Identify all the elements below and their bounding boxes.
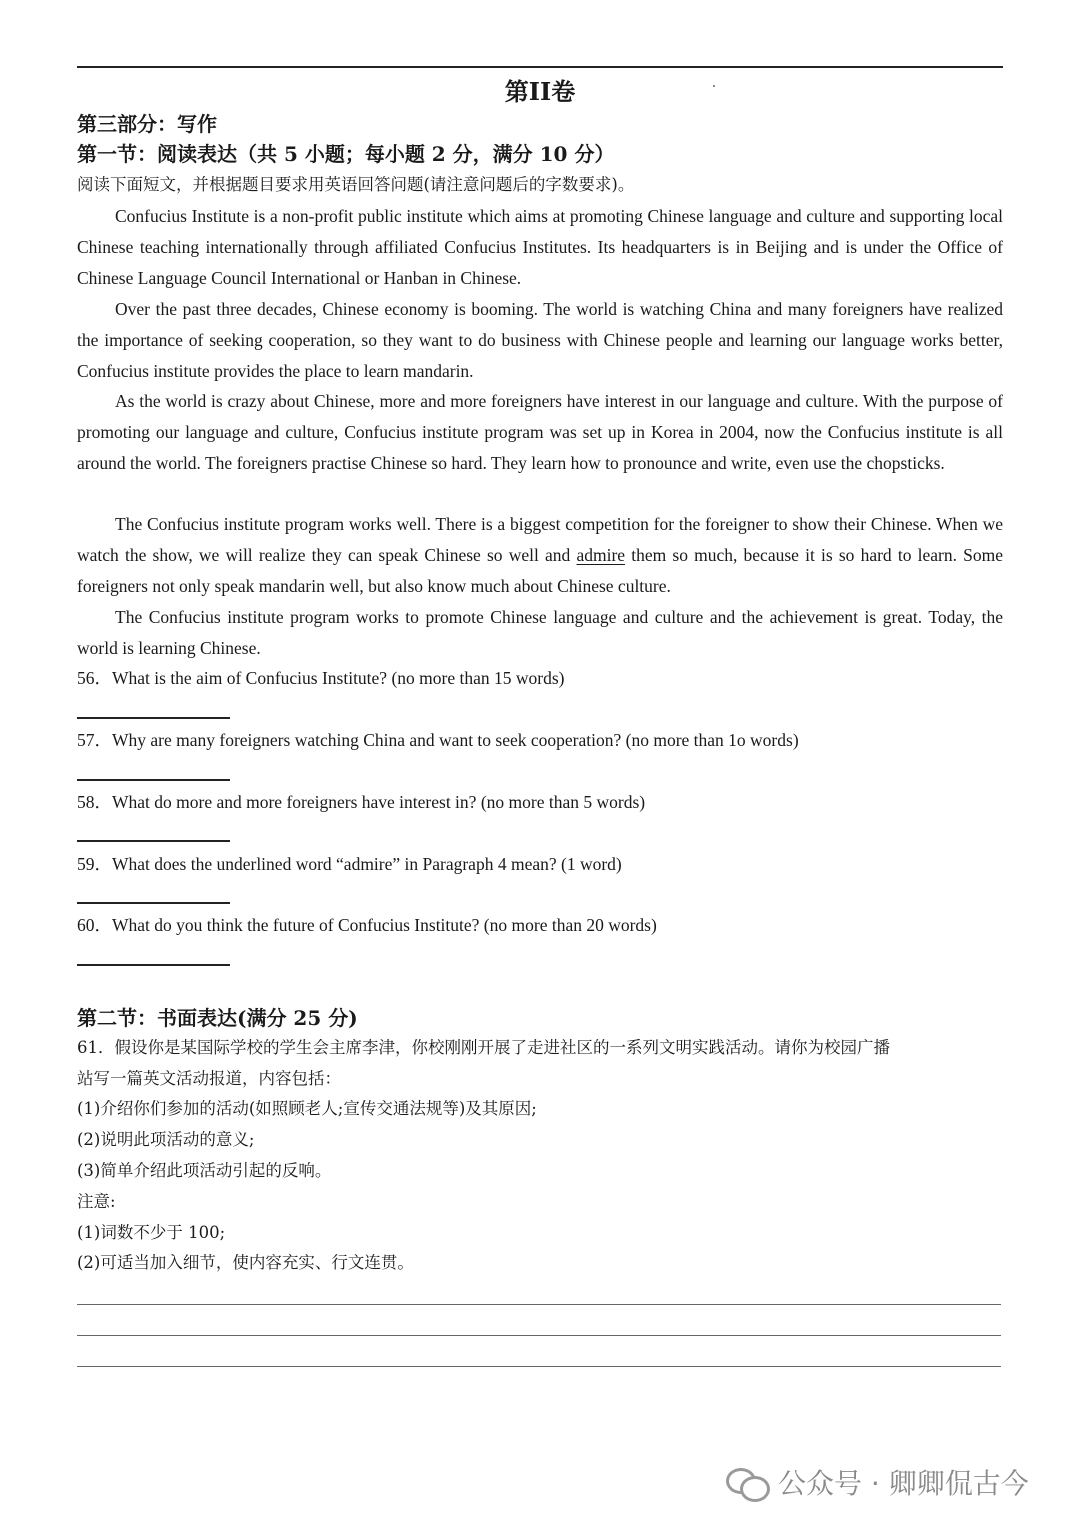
note-item-1: (1)词数不少于 100;	[77, 1223, 226, 1242]
passage-paragraph-5: The Confucius institute program works to promote Chinese language and culture and the achievement is great. Today, the world is learning Chinese.	[77, 607, 1003, 658]
top-rule	[77, 66, 1003, 68]
task-prompt-line-1: 61．假设你是某国际学校的学生会主席李津，你校刚刚开展了走进社区的一系列文明实践活动。请你为校园广播	[77, 1038, 890, 1057]
passage-paragraph-3	[77, 386, 1003, 478]
writing-line-2[interactable]	[77, 1335, 1001, 1336]
part-heading: 第三部分：写作	[77, 112, 217, 136]
underlined-word-admire: admire	[576, 544, 626, 565]
passage-paragraph-2: Over the past three decades, Chinese economy is booming. The world is watching China and many foreigners have realized the importance of seeking cooperation, so they want to do business with Chinese people and learning our language works better, Confucius institute provides the place to learn mandarin.	[77, 299, 1003, 381]
question-60: 60．What do you think the future of Confucius Institute? (no more than 20 words)	[77, 915, 657, 935]
writing-line-1[interactable]	[77, 1304, 1001, 1305]
section1-heading: 第一节：阅读表达（共 5 小题；每小题 2 分，满分 10 分）	[77, 142, 615, 166]
answer-blank-60[interactable]	[77, 964, 230, 966]
passage-paragraph-4	[77, 509, 1003, 601]
note-label: 注意:	[77, 1192, 116, 1211]
task-item-2: (2)说明此项活动的意义;	[77, 1130, 255, 1149]
question-57: 57．Why are many foreigners watching China and want to seek cooperation? (no more than 1o words)	[77, 730, 799, 750]
writing-line-3[interactable]	[77, 1366, 1001, 1367]
answer-blank-59[interactable]	[77, 902, 230, 904]
p4-text-after: them so much, because it is so hard to learn. Some foreigners not only speak mandarin well, but also know much about Chinese culture.	[77, 544, 1004, 596]
section2-heading: 第二节：书面表达(满分 25 分)	[77, 1006, 358, 1030]
watermark	[726, 1460, 1029, 1504]
volume-title: 第II卷	[504, 77, 576, 106]
task-item-3: (3)简单介绍此项活动引起的反响。	[77, 1161, 332, 1180]
note-item-2: (2)可适当加入细节，使内容充实、行文连贯。	[77, 1253, 414, 1272]
answer-blank-57[interactable]	[77, 779, 230, 781]
watermark-text: 公众号 · 卿卿侃古今	[778, 1467, 1029, 1500]
question-58: 58．What do more and more foreigners have interest in? (no more than 5 words)	[77, 792, 646, 812]
passage-paragraph-3-text: As the world is crazy about Chinese, more and more foreigners have interest in our language and culture. With the purpose of promoting our language and culture, Confucius institute program was set up in Korea in 2004, now the Confucius institute is all around the world. The foreigners practise Chinese so hard. They learn how to pronounce and write, even use the chopsticks.	[77, 391, 1003, 473]
answer-blank-56[interactable]	[77, 717, 230, 719]
task-prompt-line-2: 站写一篇英文活动报道，内容包括：	[77, 1069, 341, 1088]
passage-paragraph-1: Confucius Institute is a non-profit public institute which aims at promoting Chinese language and culture and supporting local Chinese teaching internationally through affiliated Confucius Institutes. Its headquarters is in Beijing and is under the Office of Chinese Language Council International or Hanban in Chinese.	[77, 206, 1003, 288]
section1-instruction: 阅读下面短文，并根据题目要求用英语回答问题(请注意问题后的字数要求)。	[77, 175, 635, 194]
task-item-1: (1)介绍你们参加的活动(如照顾老人;宣传交通法规等)及其原因;	[77, 1099, 537, 1118]
answer-blank-58[interactable]	[77, 840, 230, 842]
question-59: 59．What does the underlined word “admire” in Paragraph 4 mean? (1 word)	[77, 854, 622, 874]
wechat-icon	[726, 1464, 768, 1500]
p4-text-before: The Confucius institute program works well. There is a biggest competition for the foreigner to show their Chinese. When we watch the show, we will realize they can speak Chinese so well and	[77, 514, 1003, 565]
question-56: 56．What is the aim of Confucius Institute? (no more than 15 words)	[77, 668, 565, 688]
